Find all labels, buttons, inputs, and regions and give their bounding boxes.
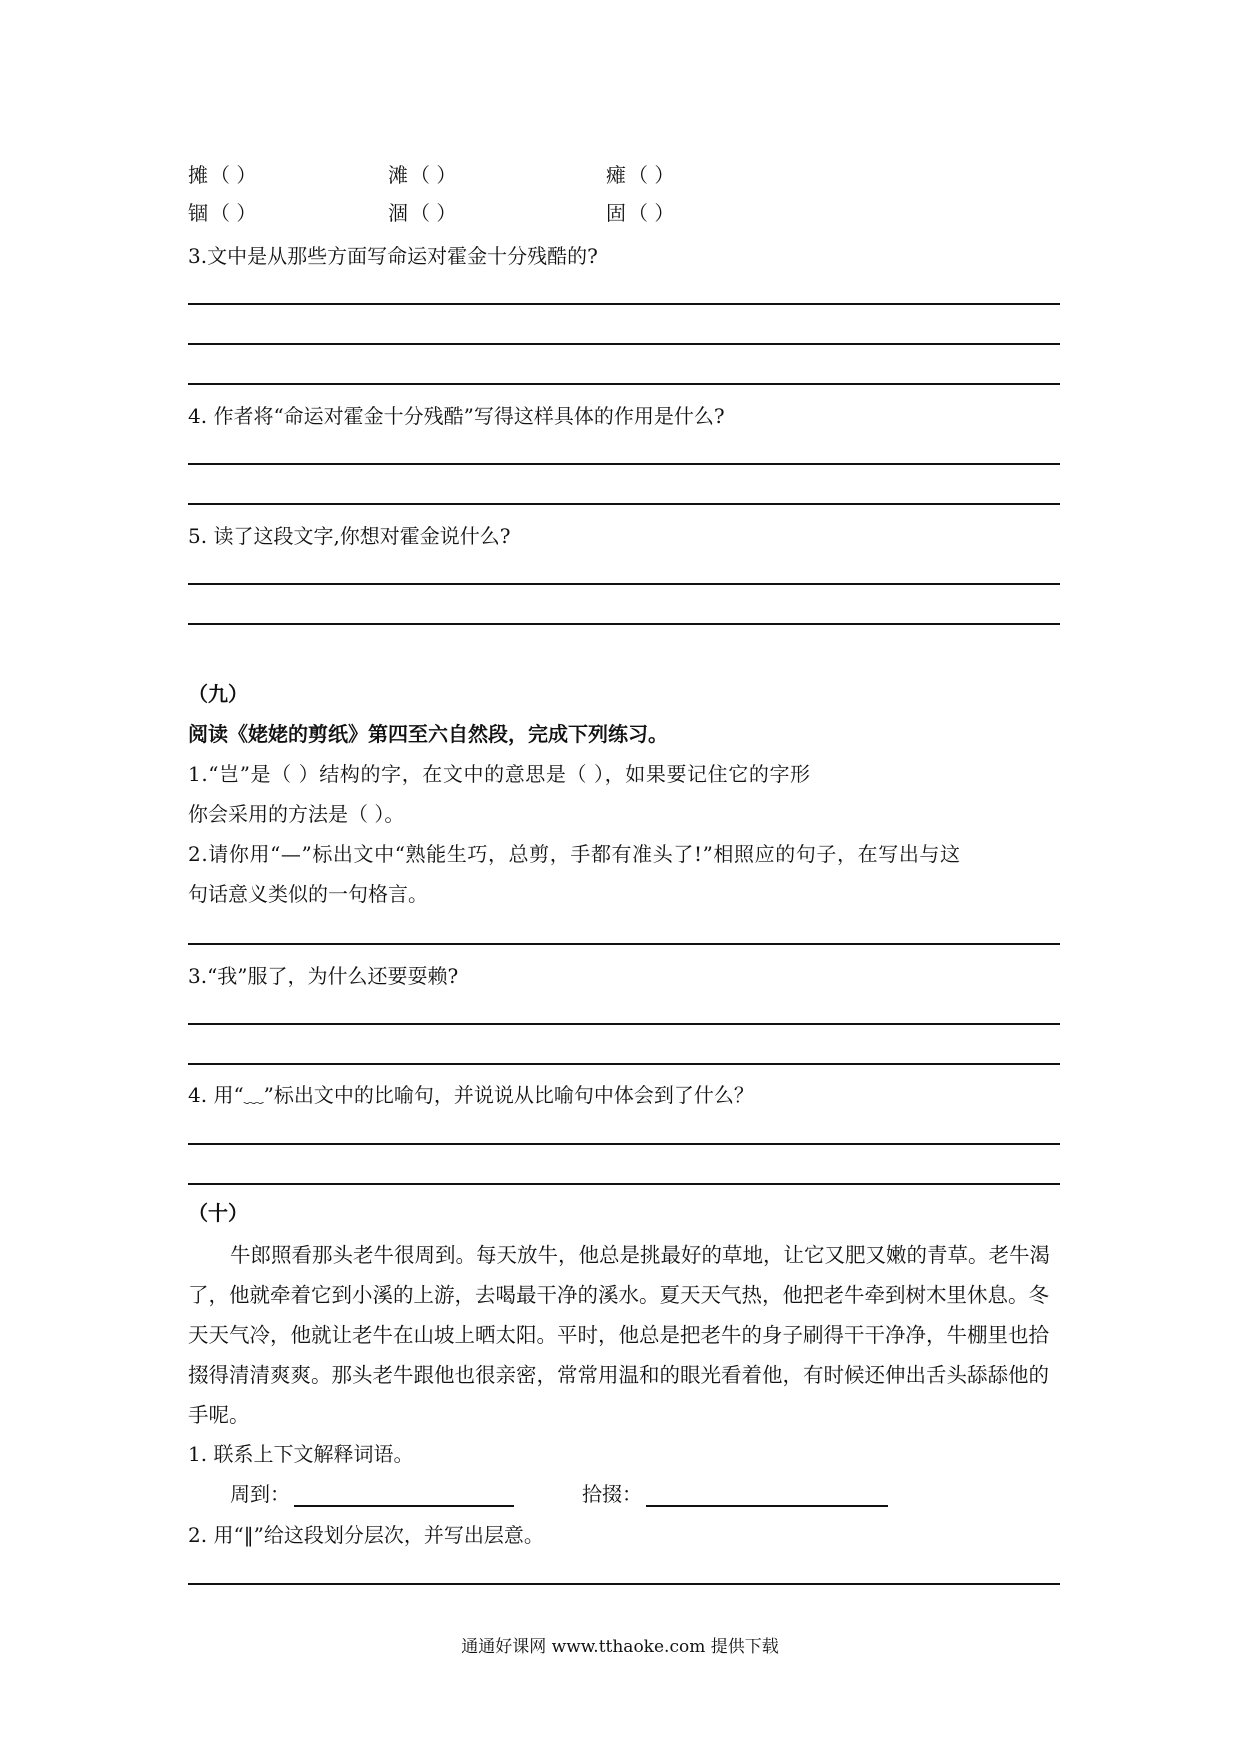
answer-line xyxy=(188,343,1060,345)
word-answer-line xyxy=(646,1505,888,1507)
char-6: 固 xyxy=(606,201,626,225)
answer-line xyxy=(188,503,1060,505)
answer-line xyxy=(188,623,1060,625)
char-3: 瘫 xyxy=(606,163,626,187)
s9-question-4: 4. 用“﹏”标出文中的比喻句，并说说从比喻句中体会到了什么？ xyxy=(188,1083,754,1107)
word-answer-line xyxy=(294,1505,514,1507)
s9-question-2: 2.请你用“—”标出文中“熟能生巧，总剪，手都有准头了!”相照应的句子，在写出与这 xyxy=(188,842,961,866)
question-5: 5. 读了这段文字,你想对霍金说什么? xyxy=(188,524,511,548)
answer-line xyxy=(188,1183,1060,1185)
char-1: 摊 xyxy=(188,163,208,187)
section-9-instruction: 阅读《姥姥的剪纸》第四至六自然段，完成下列练习。 xyxy=(188,722,668,746)
section-9-heading: （九） xyxy=(188,682,248,706)
char-4: 锢 xyxy=(188,201,208,225)
answer-line xyxy=(188,943,1060,945)
page-footer: 通通好课网 www.tthaoke.com 提供下载 xyxy=(461,1637,779,1657)
answer-line xyxy=(188,1063,1060,1065)
char-5: 涸 xyxy=(388,201,408,225)
char-blank-3: （ ） xyxy=(628,163,675,187)
s10-question-1: 1. 联系上下文解释词语。 xyxy=(188,1442,414,1466)
s9-question-1-cont: 你会采用的方法是（ ）。 xyxy=(188,802,405,826)
answer-line xyxy=(188,303,1060,305)
s9-question-2-cont: 句话意义类似的一句格言。 xyxy=(188,882,428,906)
s10-question-2: 2. 用“‖”给这段划分层次，并写出层意。 xyxy=(188,1523,544,1547)
answer-line xyxy=(188,1583,1060,1585)
word-label-shiduo: 拾掇： xyxy=(582,1482,642,1506)
passage-paragraph: 牛郎照看那头老牛很周到。每天放牛，他总是挑最好的草地，让它又肥又嫩的青草。老牛渴了，他就牵着它到小溪的上游，去喝最干净的溪水。夏天天气热，他把老牛牵到树木里休息。冬天天气冷，他就让老牛在山坡上晒太阳。平时，他总是把老牛的身子刷得干干净净，牛棚里也拾掇得清清爽爽。那头老牛跟他也很亲密，常常用温和的眼光看着他，有时候还伸出舌头舔舔他的手呢。 xyxy=(188,1243,1050,1427)
answer-line xyxy=(188,383,1060,385)
section-10-heading: （十） xyxy=(188,1201,248,1225)
s9-question-1: 1.“岂”是（ ）结构的字，在文中的意思是（ ），如果要记住它的字形 xyxy=(188,762,811,786)
question-3: 3.文中是从那些方面写命运对霍金十分残酷的? xyxy=(188,244,598,268)
char-2: 滩 xyxy=(388,163,408,187)
char-blank-1: （ ） xyxy=(210,163,257,187)
answer-line xyxy=(188,1023,1060,1025)
char-blank-4: （ ） xyxy=(210,201,257,225)
question-4: 4. 作者将“命运对霍金十分残酷”写得这样具体的作用是什么? xyxy=(188,404,725,428)
char-blank-2: （ ） xyxy=(410,163,457,187)
answer-line xyxy=(188,1143,1060,1145)
char-blank-6: （ ） xyxy=(628,201,675,225)
s9-question-3: 3.“我”服了，为什么还要耍赖? xyxy=(188,964,459,988)
char-blank-5: （ ） xyxy=(410,201,457,225)
answer-line xyxy=(188,583,1060,585)
word-label-zhoudao: 周到： xyxy=(230,1482,290,1506)
answer-line xyxy=(188,463,1060,465)
